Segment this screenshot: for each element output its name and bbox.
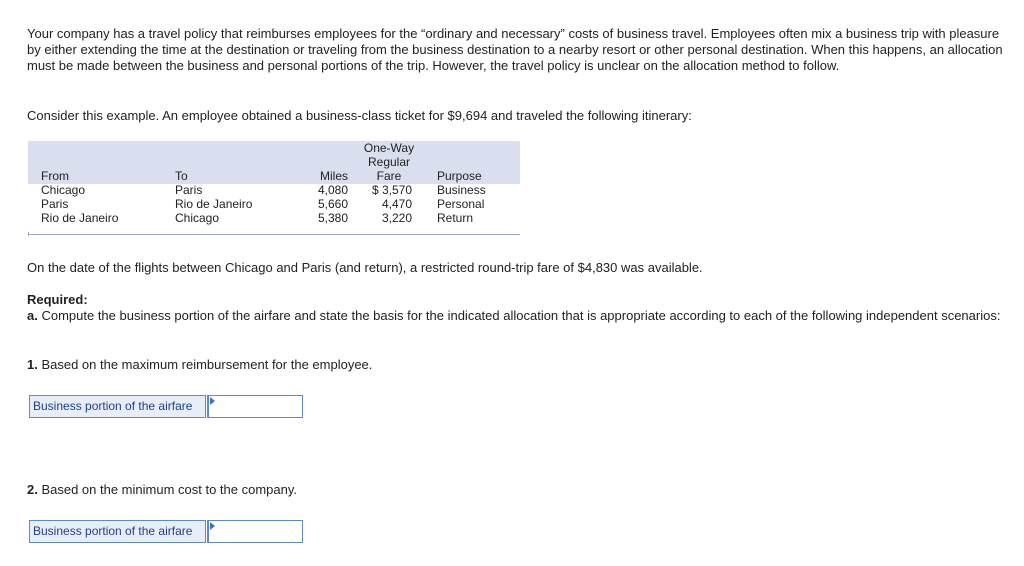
row-2-purpose: Personal <box>437 197 485 211</box>
row-1-miles: 4,080 <box>317 183 348 197</box>
scenario-1-answer-input[interactable] <box>207 395 303 418</box>
scenario-1-number: 1. <box>27 357 38 372</box>
scenario-1-answer-row <box>29 395 303 418</box>
scenario-1-answer-label: Business portion of the airfare <box>29 395 206 418</box>
input-marker-icon <box>210 397 215 405</box>
intro-paragraph: Your company has a travel policy that reimburses employees for the “ordinary and necessary” costs of business travel. Employees often mix a business trip with pleasure by either extending the time at the destination or traveling from the business destination to a nearby resort or other personal destination. When this happens, an allocation must be made between the business and personal portions of the trip. However, the travel policy is unclear on the allocation method to follow. <box>27 26 1003 73</box>
miles-header: Miles <box>319 169 348 183</box>
fare-header-line1: One-Way <box>363 141 415 155</box>
row-3-from: Rio de Janeiro <box>41 211 119 225</box>
restricted-fare-note: On the date of the flights between Chicago and Paris (and return), a restricted round-trip fare of $4,830 was available. <box>27 260 703 275</box>
purpose-header: Purpose <box>437 169 482 183</box>
fare-header <box>359 141 419 183</box>
row-3-miles: 5,380 <box>317 211 348 225</box>
row-1-purpose: Business <box>437 183 486 197</box>
scenario-2-answer-label: Business portion of the airfare <box>29 520 206 543</box>
example-paragraph: Consider this example. An employee obtained a business-class ticket for $9,694 and traveled the following itinerary: <box>27 108 692 123</box>
scenario-2 <box>27 482 1012 498</box>
row-2-to: Rio de Janeiro <box>175 197 253 211</box>
part-a-label: a. <box>27 308 38 323</box>
required-heading: Required: <box>27 292 88 307</box>
from-header: From <box>41 169 69 183</box>
scenario-2-number: 2. <box>27 482 38 497</box>
row-2-fare: 4,470 <box>381 197 412 211</box>
row-2-miles: 5,660 <box>317 197 348 211</box>
itinerary-table <box>28 141 520 230</box>
row-3-to: Chicago <box>175 211 220 225</box>
table-bottom-rule <box>28 234 520 235</box>
row-1-to: Paris <box>175 183 203 197</box>
part-a-text: Compute the business portion of the airfare and state the basis for the indicated allocation that is appropriate according to each of the following independent scenarios: <box>37 308 1001 323</box>
fare-header-line2: Regular <box>367 155 411 169</box>
row-1-from: Chicago <box>41 183 86 197</box>
input-marker-icon <box>210 522 215 530</box>
row-1-fare: $ 3,570 <box>371 183 412 197</box>
scenario-1-text: Based on the maximum reimbursement for the employee. <box>37 357 373 372</box>
to-header: To <box>175 169 188 183</box>
row-3-fare: 3,220 <box>381 211 412 225</box>
scenario-2-text: Based on the minimum cost to the company. <box>37 482 298 497</box>
fare-header-line3: Fare <box>376 169 402 183</box>
row-2-from: Paris <box>41 197 69 211</box>
required-section <box>27 292 1012 324</box>
scenario-2-answer-row <box>29 520 303 543</box>
scenario-2-answer-input[interactable] <box>207 520 303 543</box>
table-left-rule <box>28 232 29 236</box>
scenario-1 <box>27 357 1012 373</box>
row-3-purpose: Return <box>437 211 474 225</box>
